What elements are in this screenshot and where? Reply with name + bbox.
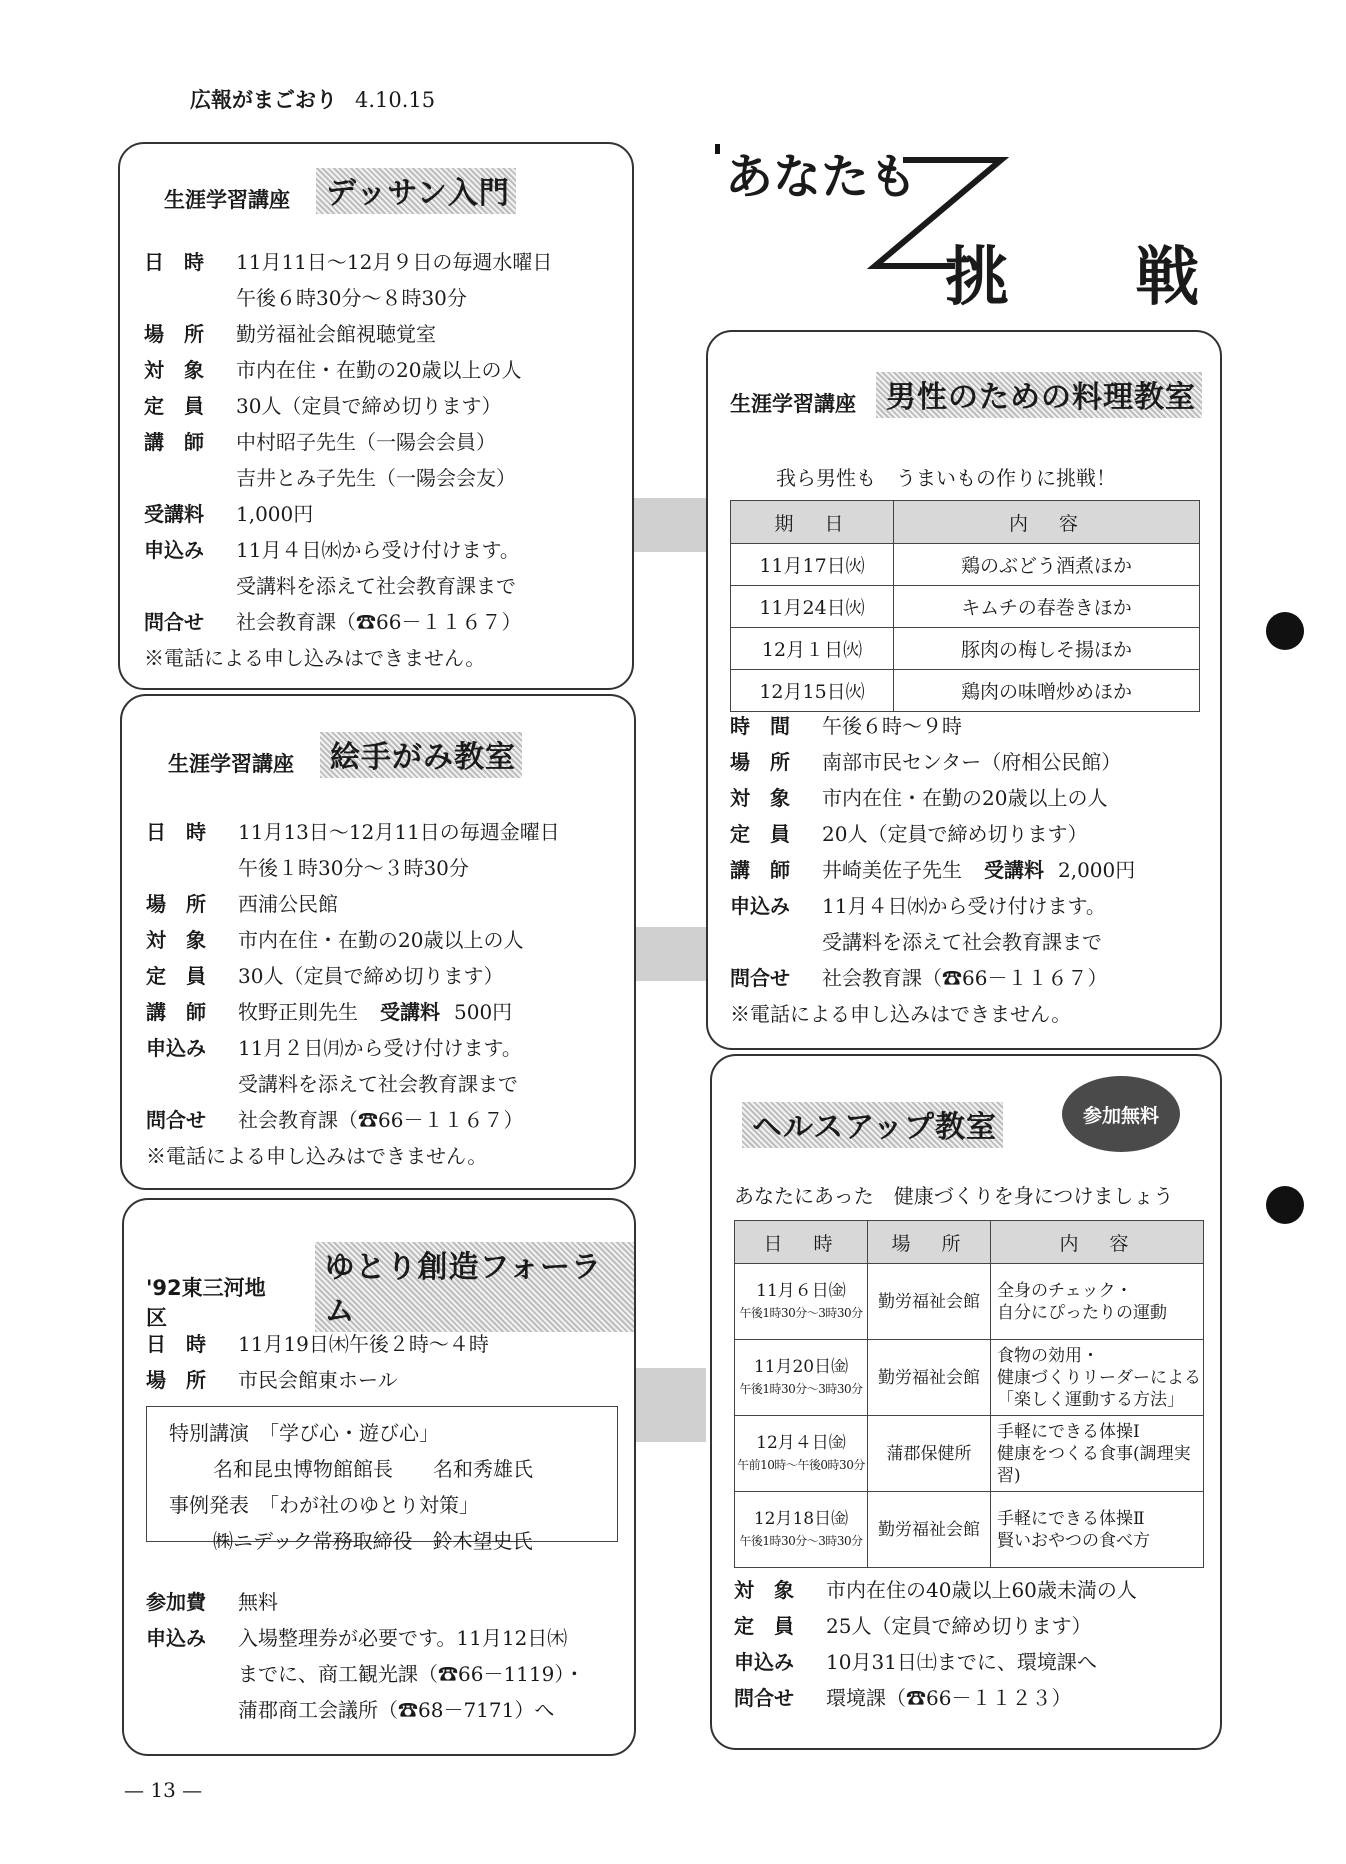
- table-row: 11月17日㈫ 鶏のぶどう酒煮ほか: [731, 544, 1200, 586]
- detail-row-instructor: 講 師 牧野正則先生 受講料 500円: [146, 1000, 513, 1024]
- binding-hole: [1266, 612, 1304, 650]
- table-row: 11月24日㈫ キムチの春巻きほか: [731, 586, 1200, 628]
- lesson-subtitle: 生涯学習講座: [730, 392, 856, 416]
- detail-row-apply: 申込み 入場整理券が必要です。11月12日㈭: [146, 1626, 568, 1650]
- program-line: 特別講演 「学び心・遊び心」: [169, 1421, 439, 1445]
- table-row: 12月18日㈮ 午後1時30分～3時30分 勤労福祉会館 手軽にできる体操Ⅱ 賢いおやつの食べ方: [735, 1492, 1204, 1568]
- detail-row-apply: 申込み 10月31日㈯までに、環境課へ: [734, 1650, 1097, 1674]
- table-row: 11月20日㈮ 午後1時30分～3時30分 勤労福祉会館 食物の効用・ 健康づくりリーダーによる 「楽しく運動する方法」: [735, 1340, 1204, 1416]
- program-line: 事例発表 「わが社のゆとり対策」: [169, 1493, 479, 1517]
- table-header: 場 所: [868, 1221, 991, 1264]
- detail-row-place: 場 所 勤労福祉会館視聴覚室: [144, 322, 436, 346]
- lesson-title: 絵手がみ教室: [320, 732, 522, 778]
- lesson-details: [734, 1572, 1137, 1716]
- lesson-title-row: [730, 372, 1202, 418]
- feature-title-line2: 挑 戦: [945, 241, 1252, 315]
- connector-bar: [632, 1368, 706, 1442]
- detail-row-datetime-2: 午後１時30分～３時30分: [238, 856, 469, 880]
- detail-row-contact: 問合せ 社会教育課（☎66－１１６７）: [144, 610, 522, 634]
- detail-row-capacity: 定 員 30人（定員で締め切ります）: [144, 394, 502, 418]
- lesson-details-bottom: [146, 1584, 584, 1728]
- lesson-details: [144, 244, 552, 676]
- lesson-card-forum: [122, 1198, 636, 1756]
- free-badge: 参加無料: [1062, 1076, 1180, 1152]
- detail-note: ※電話による申し込みはできません。: [730, 1002, 1072, 1026]
- lesson-title: ゆとり創造フォーラム: [315, 1242, 635, 1332]
- table-header: 内 容: [991, 1221, 1204, 1264]
- detail-row-place: 場 所 西浦公民館: [146, 892, 338, 916]
- table-header: 日 時: [735, 1221, 868, 1264]
- detail-row-contact: 問合せ 社会教育課（☎66－１１６７）: [730, 966, 1108, 990]
- detail-row-instructor: 講 師 井崎美佐子先生 受講料 2,000円: [730, 858, 1136, 882]
- lesson-card-dessin: [118, 142, 634, 690]
- detail-row-apply: 申込み 11月４日㈬から受け付けます。: [144, 538, 520, 562]
- detail-row-datetime: 日 時 11月13日～12月11日の毎週金曜日: [146, 820, 560, 844]
- page-number: — 13 —: [124, 1778, 203, 1802]
- detail-note: ※電話による申し込みはできません。: [146, 1144, 488, 1168]
- detail-row-capacity: 定 員 20人（定員で締め切ります）: [730, 822, 1088, 846]
- detail-row-target: 対 象 市内在住・在勤の20歳以上の人: [146, 928, 524, 952]
- detail-row-contact: 問合せ 環境課（☎66－１１２３）: [734, 1686, 1072, 1710]
- detail-row-capacity: 定 員 25人（定員で締め切ります）: [734, 1614, 1092, 1638]
- detail-row-apply-2: 受講料を添えて社会教育課まで: [236, 574, 516, 598]
- detail-row-target: 対 象 市内在住・在勤の20歳以上の人: [730, 786, 1108, 810]
- lesson-details: [730, 708, 1135, 1032]
- detail-row-capacity: 定 員 30人（定員で締め切ります）: [146, 964, 504, 988]
- detail-row-contact: 問合せ 社会教育課（☎66－１１６７）: [146, 1108, 524, 1132]
- detail-row-apply-2: 受講料を添えて社会教育課まで: [238, 1072, 518, 1096]
- lesson-subtitle: 生涯学習講座: [168, 752, 294, 776]
- binding-hole: [1266, 1186, 1304, 1224]
- cooking-schedule-table: [730, 500, 1200, 712]
- detail-row-target: 対 象 市内在住の40歳以上60歳未満の人: [734, 1578, 1137, 1602]
- table-row: 12月１日㈫ 豚肉の梅しそ揚ほか: [731, 628, 1200, 670]
- detail-row-fee: 受講料 1,000円: [144, 502, 314, 526]
- table-header: 期 日: [731, 501, 894, 544]
- lesson-catchphrase: あなたにあった 健康づくりを身につけましょう: [734, 1184, 1174, 1208]
- program-line: 名和昆虫博物館館長 名和秀雄氏: [213, 1457, 533, 1481]
- detail-row-fee: 参加費 無料: [146, 1590, 278, 1614]
- detail-row-place: 場 所 南部市民センター（府相公民館）: [730, 750, 1122, 774]
- lesson-title: デッサン入門: [316, 168, 516, 214]
- lesson-card-etegami: [120, 694, 636, 1190]
- lesson-subtitle: '92東三河地区: [146, 1276, 266, 1330]
- table-row: 12月15日㈫ 鶏肉の味噌炒めほか: [731, 670, 1200, 712]
- detail-row-time: 時 間 午後６時～９時: [730, 714, 962, 738]
- title-mark: [715, 144, 720, 154]
- publication-date: 4.10.15: [355, 88, 436, 112]
- lesson-title-row: [742, 1102, 1003, 1148]
- lesson-title-row: [168, 732, 522, 778]
- health-schedule-table: [734, 1220, 1204, 1568]
- lesson-title-row: [164, 168, 516, 214]
- detail-row-instructor: 講 師 中村昭子先生（一陽会会員）: [144, 430, 496, 454]
- connector-bar: [632, 498, 706, 552]
- lesson-title: ヘルスアップ教室: [742, 1102, 1003, 1148]
- feature-title-line1: あなたも: [725, 149, 918, 205]
- detail-row-place: 場 所 市民会館東ホール: [146, 1368, 398, 1392]
- lesson-title-row: [146, 1242, 634, 1332]
- lesson-card-cooking: [706, 330, 1222, 1050]
- detail-row-instructor-2: 吉井とみ子先生（一陽会会友）: [236, 466, 516, 490]
- table-row: 11月６日㈮ 午後1時30分～3時30分 勤労福祉会館 全身のチェック・ 自分にぴったりの運動: [735, 1264, 1204, 1340]
- lesson-subtitle: 生涯学習講座: [164, 188, 290, 212]
- detail-row-datetime-2: 午後６時30分～８時30分: [236, 286, 467, 310]
- connector-bar: [632, 927, 706, 981]
- lesson-details: [146, 1326, 489, 1398]
- detail-row-target: 対 象 市内在住・在勤の20歳以上の人: [144, 358, 522, 382]
- detail-row-datetime: 日 時 11月11日～12月９日の毎週水曜日: [144, 250, 553, 274]
- lesson-catchphrase: 我ら男性も うまいもの作りに挑戦！: [776, 466, 1116, 490]
- lesson-title: 男性のための料理教室: [876, 372, 1202, 418]
- detail-row-apply: 申込み 11月４日㈬から受け付けます。: [730, 894, 1106, 918]
- lesson-card-healthup: [710, 1054, 1222, 1750]
- detail-note: ※電話による申し込みはできません。: [144, 646, 486, 670]
- table-row: 12月４日㈮ 午前10時～午後0時30分 蒲郡保健所 手軽にできる体操Ⅰ 健康をつくる食事(調理実習): [735, 1416, 1204, 1492]
- program-box: [146, 1406, 618, 1553]
- lesson-details: [146, 814, 560, 1174]
- publication-header: [190, 84, 435, 114]
- publication-name: 広報がまごおり: [190, 88, 337, 112]
- detail-row-apply-3: 蒲郡商工会議所（☎68－7171）へ: [238, 1698, 555, 1722]
- detail-row-apply: 申込み 11月２日㈪から受け付けます。: [146, 1036, 522, 1060]
- detail-row-datetime: 日 時 11月19日㈭午後２時～４時: [146, 1332, 489, 1356]
- detail-row-apply-2: 受講料を添えて社会教育課まで: [822, 930, 1102, 954]
- program-line: ㈱ニデック常務取締役 鈴木望史氏: [213, 1529, 533, 1553]
- detail-row-apply-2: までに、商工観光課（☎66－1119）・: [238, 1662, 585, 1686]
- table-header: 内 容: [894, 501, 1200, 544]
